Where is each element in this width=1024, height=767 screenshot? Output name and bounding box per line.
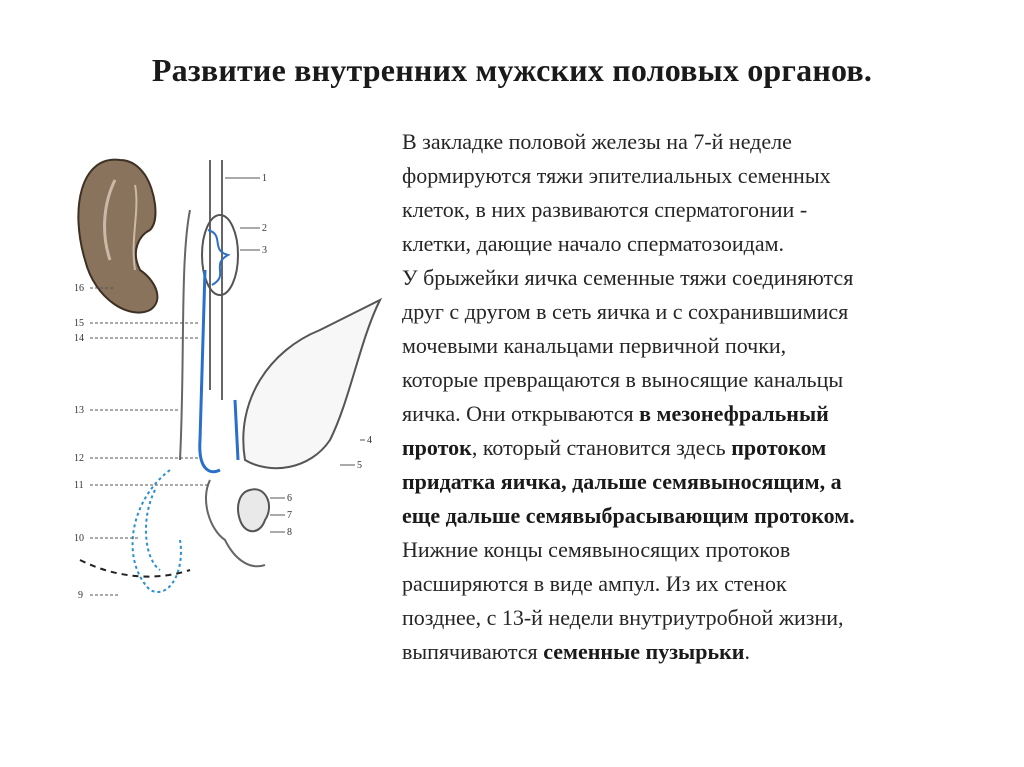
body-line: формируются тяжи эпителиальных семенных xyxy=(402,163,831,188)
label-12: 12 xyxy=(74,453,84,464)
label-7: 7 xyxy=(287,510,292,521)
label-8: 8 xyxy=(287,527,292,538)
anatomy-diagram xyxy=(60,140,400,620)
slide-title: Развитие внутренних мужских половых органов. xyxy=(151,52,873,88)
label-10: 10 xyxy=(74,533,84,544)
bold-term: еще дальше семявыбрасывающим протоком. xyxy=(402,503,855,528)
label-9: 9 xyxy=(78,590,83,601)
body-line: расширяются в виде ампул. Из их стенок xyxy=(402,571,787,596)
bold-term: в мезонефральный xyxy=(639,401,829,426)
kidney-illustration xyxy=(78,160,157,313)
label-3: 3 xyxy=(262,245,267,256)
body-line: друг с другом в сеть яичка и с сохранившимися xyxy=(402,299,849,324)
body-text xyxy=(402,125,1002,669)
body-text-run: выпячиваются xyxy=(402,639,544,664)
bold-term: проток xyxy=(402,435,472,460)
label-11: 11 xyxy=(74,480,84,491)
bold-term: семенные пузырьки xyxy=(543,639,745,664)
body-line: клеток, в них развиваются сперматогонии - xyxy=(402,197,808,222)
body-line: Нижние концы семявыносящих протоков xyxy=(402,537,791,562)
label-15: 15 xyxy=(74,318,84,329)
body-line xyxy=(402,397,1002,431)
body-line xyxy=(402,635,1002,669)
label-6: 6 xyxy=(287,493,292,504)
label-1: 1 xyxy=(262,173,267,184)
body-text-run: . xyxy=(744,639,750,664)
body-line: позднее, с 13-й недели внутриутробной жизни, xyxy=(402,605,844,630)
body-text-run: , который становится здесь xyxy=(471,435,732,460)
label-4: 4 xyxy=(367,435,372,446)
label-2: 2 xyxy=(262,223,267,234)
body-line: В закладке половой железы на 7-й неделе xyxy=(402,129,792,154)
bold-term: придатка яичка, дальше семявыносящим, а xyxy=(402,469,842,494)
body-line: мочевыми канальцами первичной почки, xyxy=(402,333,787,358)
label-5: 5 xyxy=(357,460,362,471)
body-line: клетки, дающие начало сперматозоидам. xyxy=(402,231,785,256)
body-line xyxy=(402,431,1002,465)
body-line xyxy=(402,499,1002,533)
body-line xyxy=(402,465,1002,499)
label-16: 16 xyxy=(74,283,84,294)
label-14: 14 xyxy=(74,333,84,344)
body-line: У брыжейки яичка семенные тяжи соединяются xyxy=(402,265,854,290)
bold-term: протоком xyxy=(731,435,827,460)
label-13: 13 xyxy=(74,405,84,416)
body-line: которые превращаются в выносящие канальцы xyxy=(402,367,844,392)
body-text-run: яичка. Они открываются xyxy=(402,401,640,426)
